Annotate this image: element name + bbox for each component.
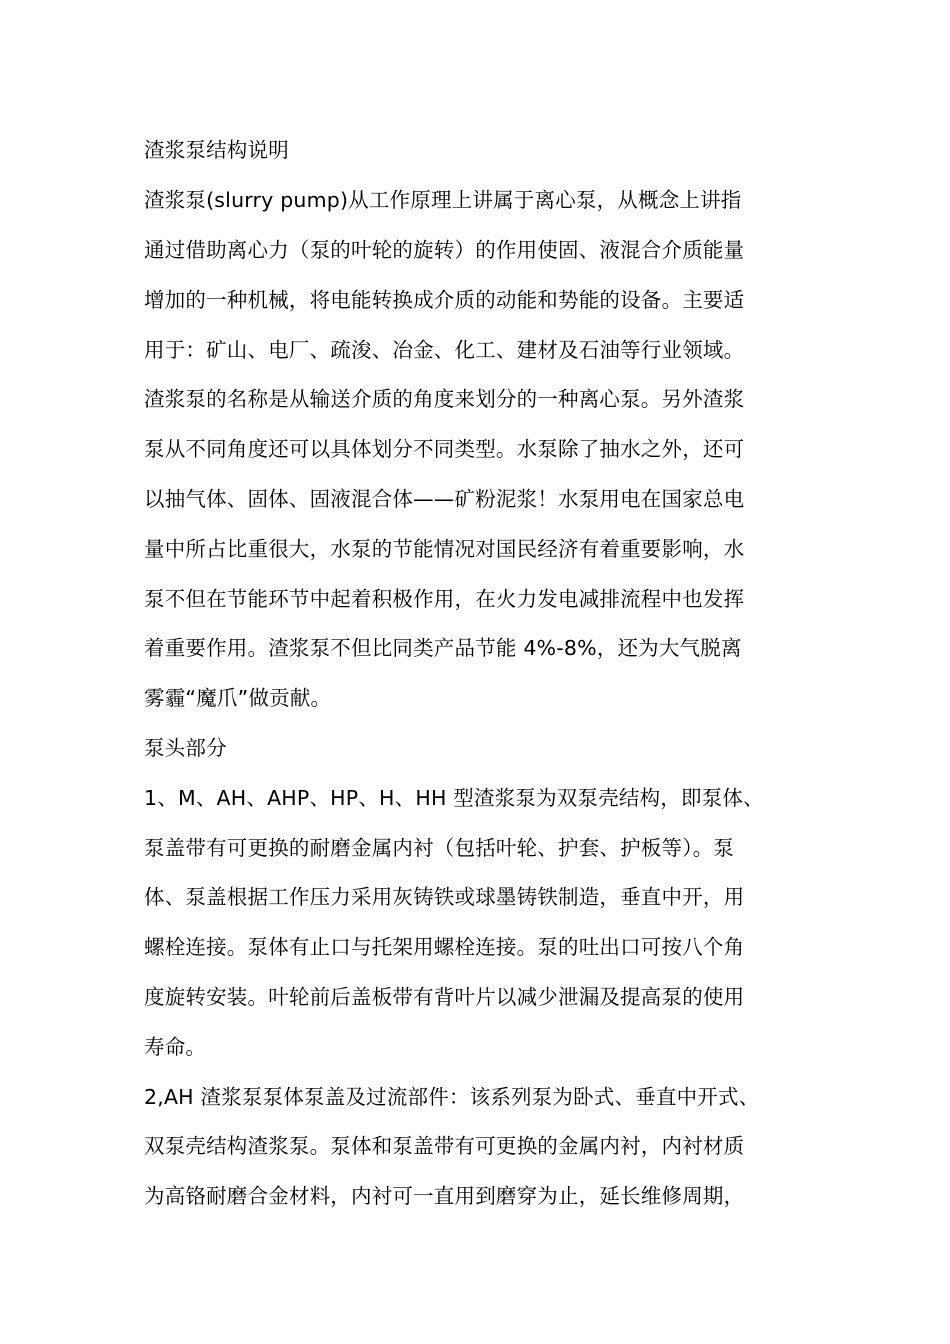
text-line: 双泵壳结构渣浆泵。泵体和泵盖带有可更换的金属内衬，内衬材质: [144, 1134, 745, 1158]
text-line: 为高铬耐磨合金材料，内衬可一直用到磨穿为止，延长维修周期，: [144, 1184, 745, 1208]
section-heading: 泵头部分: [144, 736, 227, 760]
text-line: 增加的一种机械，将电能转换成介质的动能和势能的设备。主要适: [144, 288, 745, 312]
document-title: 渣浆泵结构说明: [144, 138, 289, 162]
text-line: 雾霾“魔爪”做贡献。: [144, 686, 332, 710]
text-line: 渣浆泵(slurry pump)从工作原理上讲属于离心泵，从概念上讲指: [144, 188, 742, 212]
text-line: 量中所占比重很大，水泵的节能情况对国民经济有着重要影响，水: [144, 537, 745, 561]
text-line: 用于：矿山、电厂、疏浚、冶金、化工、建材及石油等行业领域。: [144, 338, 745, 362]
text-line: 寿命。: [144, 1035, 207, 1059]
text-line: 螺栓连接。泵体有止口与托架用螺栓连接。泵的吐出口可按八个角: [144, 935, 745, 959]
text-line: 泵不但在节能环节中起着积极作用，在火力发电减排流程中也发挥: [144, 587, 745, 611]
text-line: 以抽气体、固体、固液混合体——矿粉泥浆！水泵用电在国家总电: [144, 487, 745, 511]
text-line: 泵从不同角度还可以具体划分不同类型。水泵除了抽水之外，还可: [144, 437, 745, 461]
text-line: 泵盖带有可更换的耐磨金属内衬（包括叶轮、护套、护板等）。泵: [144, 836, 735, 860]
text-line: 1、M、AH、AHP、HP、H、HH 型渣浆泵为双泵壳结构，即泵体、: [144, 786, 764, 810]
text-line: 体、泵盖根据工作压力采用灰铸铁或球墨铸铁制造，垂直中开，用: [144, 885, 745, 909]
text-line: 通过借助离心力（泵的叶轮的旋转）的作用使固、液混合介质能量: [144, 238, 745, 262]
text-line: 2,AH 渣浆泵泵体泵盖及过流部件：该系列泵为卧式、垂直中开式、: [144, 1085, 760, 1109]
text-line: 度旋转安装。叶轮前后盖板带有背叶片以减少泄漏及提高泵的使用: [144, 985, 745, 1009]
text-line: 渣浆泵的名称是从输送介质的角度来划分的一种离心泵。另外渣浆: [144, 387, 745, 411]
text-line: 着重要作用。渣浆泵不但比同类产品节能 4%-8%，还为大气脱离: [144, 636, 742, 660]
